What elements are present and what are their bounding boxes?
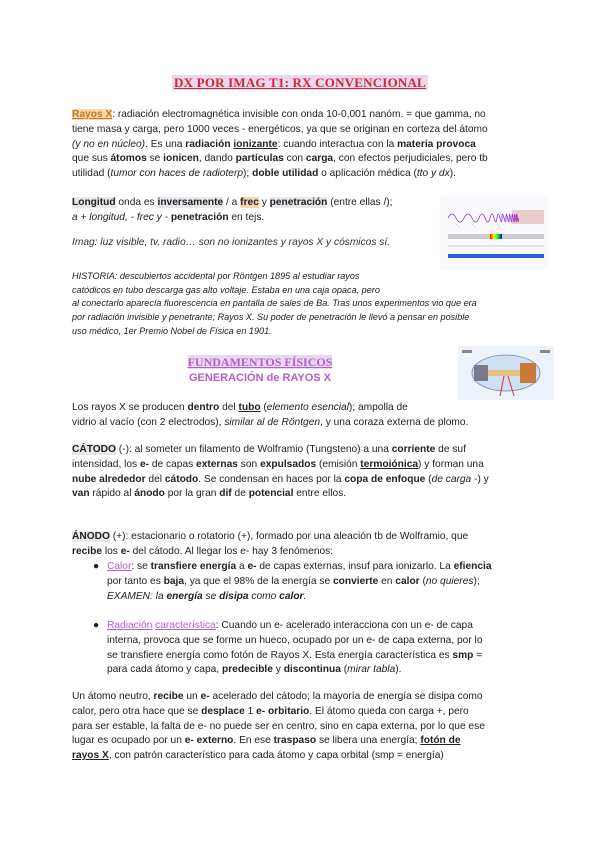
catodo-paragraph: CÁTODO (-): al someter un filamento de Wolframio (Tungsteno) a una corriente de suf intensidad, los e- de capas externas son expulsados (emisión termoiónica) y forman una nube alrededor del cátodo. Se condensan en haces por la copa de enfoque (de carga -) y van rápido al ánodo por la gran dif de potencial entre ellos.	[72, 444, 489, 500]
calor-link[interactable]: Calor	[107, 561, 132, 572]
list-item-calor: ● Calor: se transfiere energía a e- de capas externas, insuf para ionizarlo. La efiencia por tanto es baja, ya que el 98% de la energía se convierte en calor (no quieres); EXAMEN: la energía se disipa como calor.	[93, 561, 492, 602]
radiacion-link[interactable]: Radiación	[107, 620, 153, 631]
fundamentos-heading: FUNDAMENTOS FÍSICOS	[187, 355, 333, 369]
tubo-paragraph: Los rayos X se producen dentro del tubo (elemento esencial); ampolla de vidrio al vacío (con 2 electrodos), similar al de Röntgen, y una coraza externa de plomo.	[72, 402, 469, 428]
longitud-paragraph: Longitud onda es inversamente / a frec y penetración (entre ellas /); a + longitud, - frec y - penetración en tejs. Imag: luz visible, tv, radio… son no ionizantes y rayos X y cósmicos sí.	[72, 196, 432, 250]
page-title: DX POR IMAG T1: RX CONVENCIONAL	[174, 75, 426, 90]
xray-tube-image	[458, 346, 554, 400]
imag-note: Imag: luz visible, tv, radio… son no ionizantes y rayos X y cósmicos sí.	[72, 236, 391, 248]
bullet-icon: ●	[93, 561, 100, 572]
rayos-x-term: Rayos X	[72, 109, 113, 120]
generacion-subheading: GENERACIÓN de RAYOS X	[188, 372, 331, 384]
rayos-x-paragraph: Rayos X: radiación electromagnética invisible con onda 10-0,001 nanóm. = que gamma, no tiene masa y carga, pero 1000 veces - energéticos, ya que se originan en corteza del átomo (y no en núcleo). Es una radiación ionizante: cuando interactua con la materia provoca que sus átomos se ionicen, dando partículas con carga, con efectos perjudiciales, pero tb utilidad (tumor con haces de radioterp); doble utilidad o aplicación médica (tto y dx).	[72, 109, 488, 180]
spectrum-image	[440, 196, 548, 270]
historia-paragraph: HISTORIA: descubiertos accidental por Röntgen 1895 al estudiar rayos catódicos en tubo descarga gas alto voltaje. Estaba en una caja opaca, pero al conectarlo aparecía fluorescencia en pantalla de sales de Ba. Tras unos experimentos vio que era por radiación invisible y penetrante; Rayos X. Su poder de penetración le llevó a pensar en posible uso médico, 1er Premio Nobel de Física en 1901.	[72, 271, 477, 336]
atomo-paragraph: Un átomo neutro, recibe un e- acelerado del cátodo; la mayoría de energía se disipa como calor, pero otra hace que se desplace 1 e- orbitario. El átomo queda con carga +, pero para ser estable, la falta de e- no puede ser en centro, sino en capa externa, por lo que ese lugar es ocupado por un e- externo. En ese traspaso se libera una energía; fotón de rayos X, con patrón característico para cada átomo y capa orbital (smp = energía)	[72, 691, 485, 762]
anodo-paragraph: ÁNODO (+): estacionario o rotatorio (+), formado por una aleación tb de Wolframio, que recibe los e- del cátodo. Al llegar los e- hay 3 fenómenos:	[72, 531, 469, 557]
caracteristica-link[interactable]: característica	[155, 620, 216, 631]
bullet-icon: ●	[93, 620, 100, 631]
list-item-radiacion: ● Radiación característica: Cuando un e- acelerado interacciona con un e- de capa interna, provoca que se forme un hueco, ocupado por un e- de capa externa, por lo se transfiere energía como fotón de Rayos X. Esta energía característica es smp = para cada átomo y capa, predecible y discontinua (mirar tabla).	[93, 620, 483, 676]
